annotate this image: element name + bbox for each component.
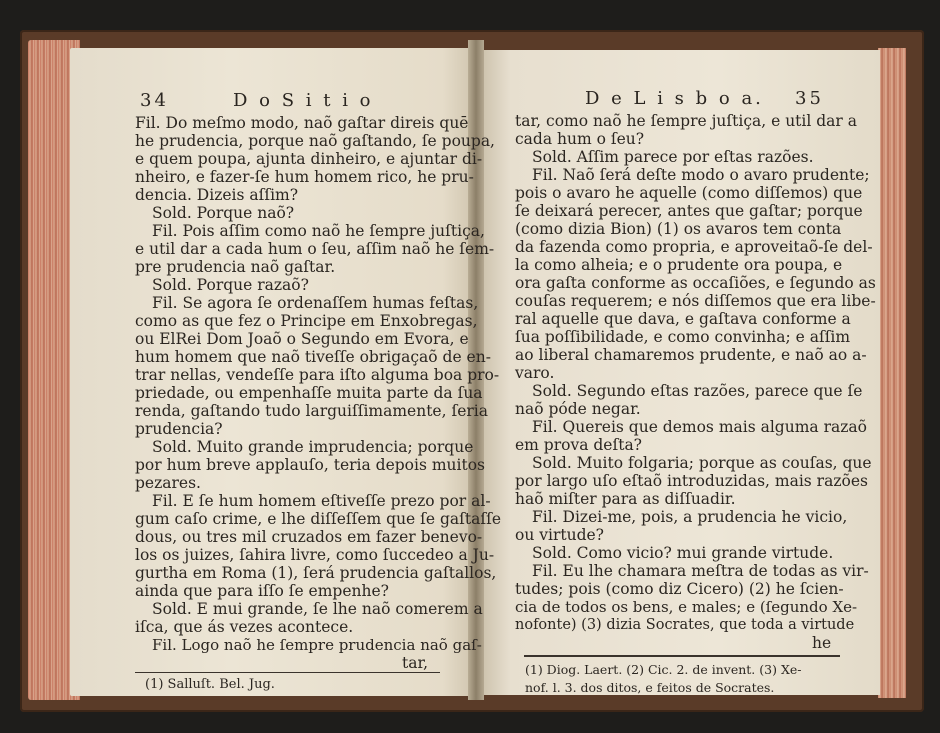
right-running-head: D e L i s b o a. xyxy=(585,88,764,109)
right-line: Sold. Muito folgaria; porque as couſas, que xyxy=(532,454,872,472)
left-line: gum caſo crime, e lhe diſſeſſem que ſe gaſtaſſe xyxy=(135,510,502,528)
right-line: Sold. Aſſim parece por eſtas razões. xyxy=(532,148,814,166)
left-line: trar nellas, vendeſſe para iſto alguma boa pro- xyxy=(135,366,500,384)
left-catchword: tar, xyxy=(402,654,429,672)
right-line: da fazenda como propria, e aproveitaõ-ſe del- xyxy=(515,238,873,256)
right-line: Fil. Eu lhe chamara meſtra de todas as vir- xyxy=(532,562,869,580)
left-line: Sold. Porque razaõ? xyxy=(152,276,309,294)
right-line: ora gaſta conforme as occaſiões, e ſegundo as xyxy=(515,274,876,292)
right-line: em prova deſta? xyxy=(515,436,642,454)
right-line: varo. xyxy=(515,364,555,382)
right-line: Fil. Naõ ſerá deſte modo o avaro prudente; xyxy=(532,166,870,184)
right-line: Fil. Quereis que demos mais alguma razaõ xyxy=(532,418,867,436)
right-line: Sold. Como vicio? mui grande virtude. xyxy=(532,544,834,562)
right-line: pois o avaro he aquelle (como diſſemos) que xyxy=(515,184,863,202)
right-line: haõ miſter para as diſſuadir. xyxy=(515,490,736,508)
right-line: (como dizia Bion) (1) os avaros tem conta xyxy=(515,220,842,238)
left-line: dous, ou tres mil cruzados em fazer benevo- xyxy=(135,528,483,546)
left-line: nheiro, e fazer-ſe hum homem rico, he pru- xyxy=(135,168,474,186)
right-line: nofonte) (3) dizia Socrates, que toda a virtude xyxy=(515,617,855,633)
left-line: gurtha em Roma (1), ſerá prudencia gaſtallos, xyxy=(135,564,497,582)
right-line: Sold. Segundo eſtas razões, parece que ſe xyxy=(532,382,863,400)
left-footnote-rule xyxy=(135,672,440,673)
right-line: ao liberal chamaremos prudente, e naõ ao a- xyxy=(515,346,867,364)
left-line: dencia. Dizeis aſſim? xyxy=(135,186,299,204)
right-line: couſas requerem; e nós diſſemos que era libe- xyxy=(515,292,876,310)
left-footnote: (1) Salluſt. Bel. Jug. xyxy=(145,677,275,692)
right-line: ral aquelle que dava, e gaſtava conforme a xyxy=(515,310,851,328)
left-line: e quem poupa, ajunta dinheiro, e ajuntar di- xyxy=(135,150,483,168)
left-line: renda, gaſtando tudo larguiſſimamente, ſeria xyxy=(135,402,488,420)
left-line: Sold. Muito grande imprudencia; porque xyxy=(152,438,474,456)
right-line: ou virtude? xyxy=(515,526,604,544)
left-page-number: 34 xyxy=(140,90,169,111)
left-line: como as que fez o Principe em Enxobregas, xyxy=(135,312,478,330)
left-line: Fil. Pois aſſim como naõ he ſempre juſtiça, xyxy=(152,222,485,240)
left-line: Fil. Se agora ſe ordenaſſem humas feſtas, xyxy=(152,294,479,312)
left-line: por hum breve applauſo, teria depois muitos xyxy=(135,456,486,474)
right-footnote: nof. l. 3. dos ditos, e feitos de Socrates. xyxy=(525,680,775,695)
left-line: prudencia? xyxy=(135,420,223,438)
left-line: e util dar a cada hum o ſeu, aſſim naõ he ſem- xyxy=(135,240,495,258)
left-line: he prudencia, porque naõ gaſtando, ſe poupa, xyxy=(135,132,495,150)
left-line: priedade, ou empenhaſſe muita parte da ſua xyxy=(135,384,483,402)
right-line: Fil. Dizei-me, pois, a prudencia he vicio, xyxy=(532,508,848,526)
right-catchword: he xyxy=(812,634,832,652)
right-line: por largo uſo eſtaõ introduzidas, mais razões xyxy=(515,472,868,490)
page-edges-right xyxy=(878,48,906,698)
left-line: pezares. xyxy=(135,474,201,492)
left-line: ainda que para iſſo ſe empenhe? xyxy=(135,582,389,600)
right-footnote-rule xyxy=(524,655,840,657)
left-line: Fil. Logo naõ he ſempre prudencia naõ gaſ- xyxy=(152,636,482,654)
left-line: Sold. Porque naõ? xyxy=(152,204,295,222)
left-line: ou ElRei Dom Joaõ o Segundo em Evora, e xyxy=(135,330,469,348)
right-line: cada hum o ſeu? xyxy=(515,130,645,148)
left-running-head: D o S i t i o xyxy=(233,90,374,111)
left-line: los os juizes, ſahira livre, como ſuccedeo a Ju- xyxy=(135,546,495,564)
left-line: Sold. E mui grande, ſe lhe naõ comerem a xyxy=(152,600,483,618)
left-line: Fil. Do meſmo modo, naõ gaſtar direis quē xyxy=(135,114,469,132)
right-line: ſua poſſibilidade, e como convinha; e aſſim xyxy=(515,328,851,346)
left-line: pre prudencia naõ gaſtar. xyxy=(135,258,336,276)
left-line: hum homem que naõ tiveſſe obrigaçaõ de en- xyxy=(135,348,491,366)
right-line: la como alheia; e o prudente ora poupa, e xyxy=(515,256,843,274)
right-footnote: (1) Diog. Laert. (2) Cic. 2. de invent. (3) Xe- xyxy=(525,662,802,677)
left-line: iſca, que ás vezes acontece. xyxy=(135,618,354,636)
right-line: cia de todos os bens, e males; e (ſegundo Xe- xyxy=(515,598,858,616)
right-line: ſe deixará perecer, antes que gaſtar; porque xyxy=(515,202,863,220)
right-line: naõ póde negar. xyxy=(515,400,641,418)
right-line: tudes; pois (como diz Cicero) (2) he ſcien- xyxy=(515,580,844,598)
left-line: Fil. E ſe hum homem eſtiveſſe prezo por al- xyxy=(152,492,491,510)
right-line: tar, como naõ he ſempre juſtiça, e util dar a xyxy=(515,112,857,130)
right-page-number: 35 xyxy=(795,88,824,109)
